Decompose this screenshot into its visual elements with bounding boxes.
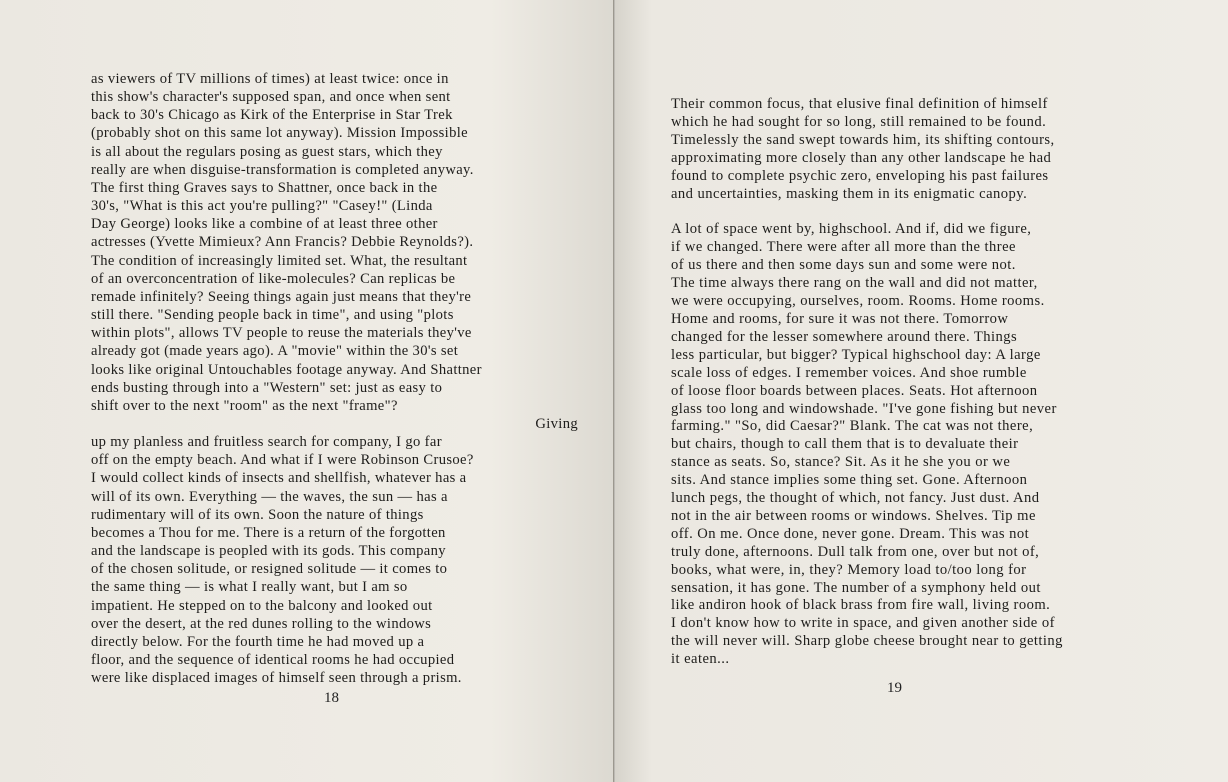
text-line: less particular, but bigger? Typical highschool day: A large bbox=[671, 346, 1041, 363]
text-line: actresses (Yvette Mimieux? Ann Francis? Debbie Reynolds?). bbox=[91, 234, 474, 251]
text-line: 30's, "What is this act you're pulling?" "Casey!" (Linda bbox=[91, 198, 433, 215]
text-line: I don't know how to write in space, and given another side of bbox=[671, 615, 1055, 632]
text-line: still there. "Sending people back in time", and using "plots bbox=[91, 307, 454, 324]
text-line: I would collect kinds of insects and shellfish, whatever has a bbox=[91, 470, 467, 487]
text-line: this show's character's supposed span, and once when sent bbox=[91, 89, 451, 106]
text-line: the will never will. Sharp globe cheese brought near to getting bbox=[671, 633, 1063, 650]
text-line: floor, and the sequence of identical rooms he had occupied bbox=[91, 652, 455, 668]
text-line: which he had sought for so long, still remained to be found. bbox=[671, 113, 1047, 130]
text-line: stance as seats. So, stance? Sit. As it he she you or we bbox=[671, 454, 1011, 471]
text-line: The condition of increasingly limited set. What, the resultant bbox=[91, 252, 468, 269]
text-line: it eaten... bbox=[671, 651, 730, 668]
text-line: directly below. For the fourth time he had moved up a bbox=[91, 633, 425, 650]
text-line: as viewers of TV millions of times) at least twice: once in bbox=[91, 71, 449, 87]
text-line: within plots", allows TV people to reuse the materials they've bbox=[91, 325, 472, 342]
text-line: remade infinitely? Seeing things again just means that they're bbox=[91, 288, 472, 305]
text-line: of an overconcentration of like-molecules? Can replicas be bbox=[91, 270, 456, 287]
text-line: were like displaced images of himself seen through a prism. bbox=[91, 670, 462, 687]
text-line: The first thing Graves says to Shattner, once back in the bbox=[91, 179, 438, 196]
text-line: and uncertainties, masking them in its enigmatic canopy. bbox=[671, 185, 1028, 202]
right-page-text bbox=[671, 96, 1181, 669]
text-line: of loose floor boards between places. Seats. Hot afternoon bbox=[671, 382, 1038, 399]
text-line: changed for the lesser somewhere around there. Things bbox=[671, 328, 1018, 345]
text-line: will of its own. Everything — the waves, the sun — has a bbox=[91, 488, 448, 505]
text-line: already got (made years ago). A "movie" within the 30's set bbox=[91, 343, 459, 360]
text-line: sits. And stance implies some thing set. Gone. Afternoon bbox=[671, 472, 1028, 489]
text-line: off. On me. Once done, never gone. Dream. This was not bbox=[671, 525, 1030, 542]
text-line: of the chosen solitude, or resigned solitude — it comes to bbox=[91, 561, 448, 578]
text-line: sensation, it has gone. The number of a symphony held out bbox=[671, 579, 1041, 596]
text-line: scale loss of edges. I remember voices. And shoe rumble bbox=[671, 364, 1027, 381]
text-line: glass too long and windowshade. "I've gone fishing but never bbox=[671, 400, 1057, 417]
text-line: becomes a Thou for me. There is a return of the forgotten bbox=[91, 524, 446, 541]
text-line: if we changed. There were after all more than the three bbox=[671, 239, 1016, 256]
text-line: looks like original Untouchables footage anyway. And Shattner bbox=[91, 361, 482, 378]
left-page-text bbox=[91, 70, 586, 687]
text-line: is all about the regulars posing as guest stars, which they bbox=[91, 143, 443, 160]
text-line: Home and rooms, for sure it was not there. Tomorrow bbox=[671, 310, 1009, 327]
text-line: and the landscape is peopled with its gods. This company bbox=[91, 543, 446, 560]
paragraph-gap bbox=[671, 203, 1181, 221]
text-line: like andiron hook of black brass from fire wall, living room. bbox=[671, 597, 1051, 614]
right-page bbox=[615, 0, 1228, 782]
page-number-right: 19 bbox=[887, 680, 902, 696]
text-line: lunch pegs, the thought of which, not fancy. Just dust. And bbox=[671, 490, 1040, 507]
text-line: of us there and then some days sun and some were not. bbox=[671, 257, 1016, 274]
text-line: we were occupying, ourselves, room. Rooms. Home rooms. bbox=[671, 293, 1045, 310]
text-line: off on the empty beach. And what if I were Robinson Crusoe? bbox=[91, 452, 474, 469]
text-line: found to complete psychic zero, enveloping his past failures bbox=[671, 167, 1049, 184]
text-line: Timelessly the sand swept towards him, its shifting contours, bbox=[671, 131, 1055, 148]
text-line: shift over to the next "room" as the next "frame"? bbox=[91, 397, 398, 414]
text-line: approximating more closely than any other landscape he had bbox=[671, 149, 1052, 166]
text-line: the same thing — is what I really want, but I am so bbox=[91, 579, 408, 596]
text-line: but chairs, though to call them that is to devaluate their bbox=[671, 436, 1019, 453]
giving-word: Giving bbox=[535, 415, 578, 432]
text-line: A lot of space went by, highschool. And if, did we figure, bbox=[671, 221, 1032, 238]
text-line: back to 30's Chicago as Kirk of the Enterprise in Star Trek bbox=[91, 107, 453, 124]
text-line: really are when disguise-transformation is completed anyway. bbox=[91, 161, 474, 178]
text-line: farming." "So, did Caesar?" Blank. The cat was not there, bbox=[671, 418, 1034, 435]
text-line: Day George) looks like a combine of at least three other bbox=[91, 216, 438, 233]
text-line: The time always there rang on the wall and did not matter, bbox=[671, 275, 1038, 292]
text-line: over the desert, at the red dunes rolling to the windows bbox=[91, 615, 432, 632]
text-line: (probably shot on this same lot anyway). Mission Impossible bbox=[91, 125, 468, 142]
text-line: rudimentary will of its own. Soon the nature of things bbox=[91, 506, 424, 523]
text-line: ends busting through into a "Western" set: just as easy to bbox=[91, 379, 443, 396]
text-line: Their common focus, that elusive final definition of himself bbox=[671, 96, 1048, 112]
text-line: up my planless and fruitless search for company, I go far bbox=[91, 434, 442, 451]
text-line: impatient. He stepped on to the balcony and looked out bbox=[91, 597, 433, 614]
text-line: truly done, afternoons. Dull talk from one, over but not of, bbox=[671, 543, 1040, 560]
text-line: not in the air between rooms or windows. Shelves. Tip me bbox=[671, 507, 1036, 524]
page-number-left: 18 bbox=[324, 690, 339, 706]
text-line: books, what were, in, they? Memory load to/too long for bbox=[671, 561, 1027, 578]
